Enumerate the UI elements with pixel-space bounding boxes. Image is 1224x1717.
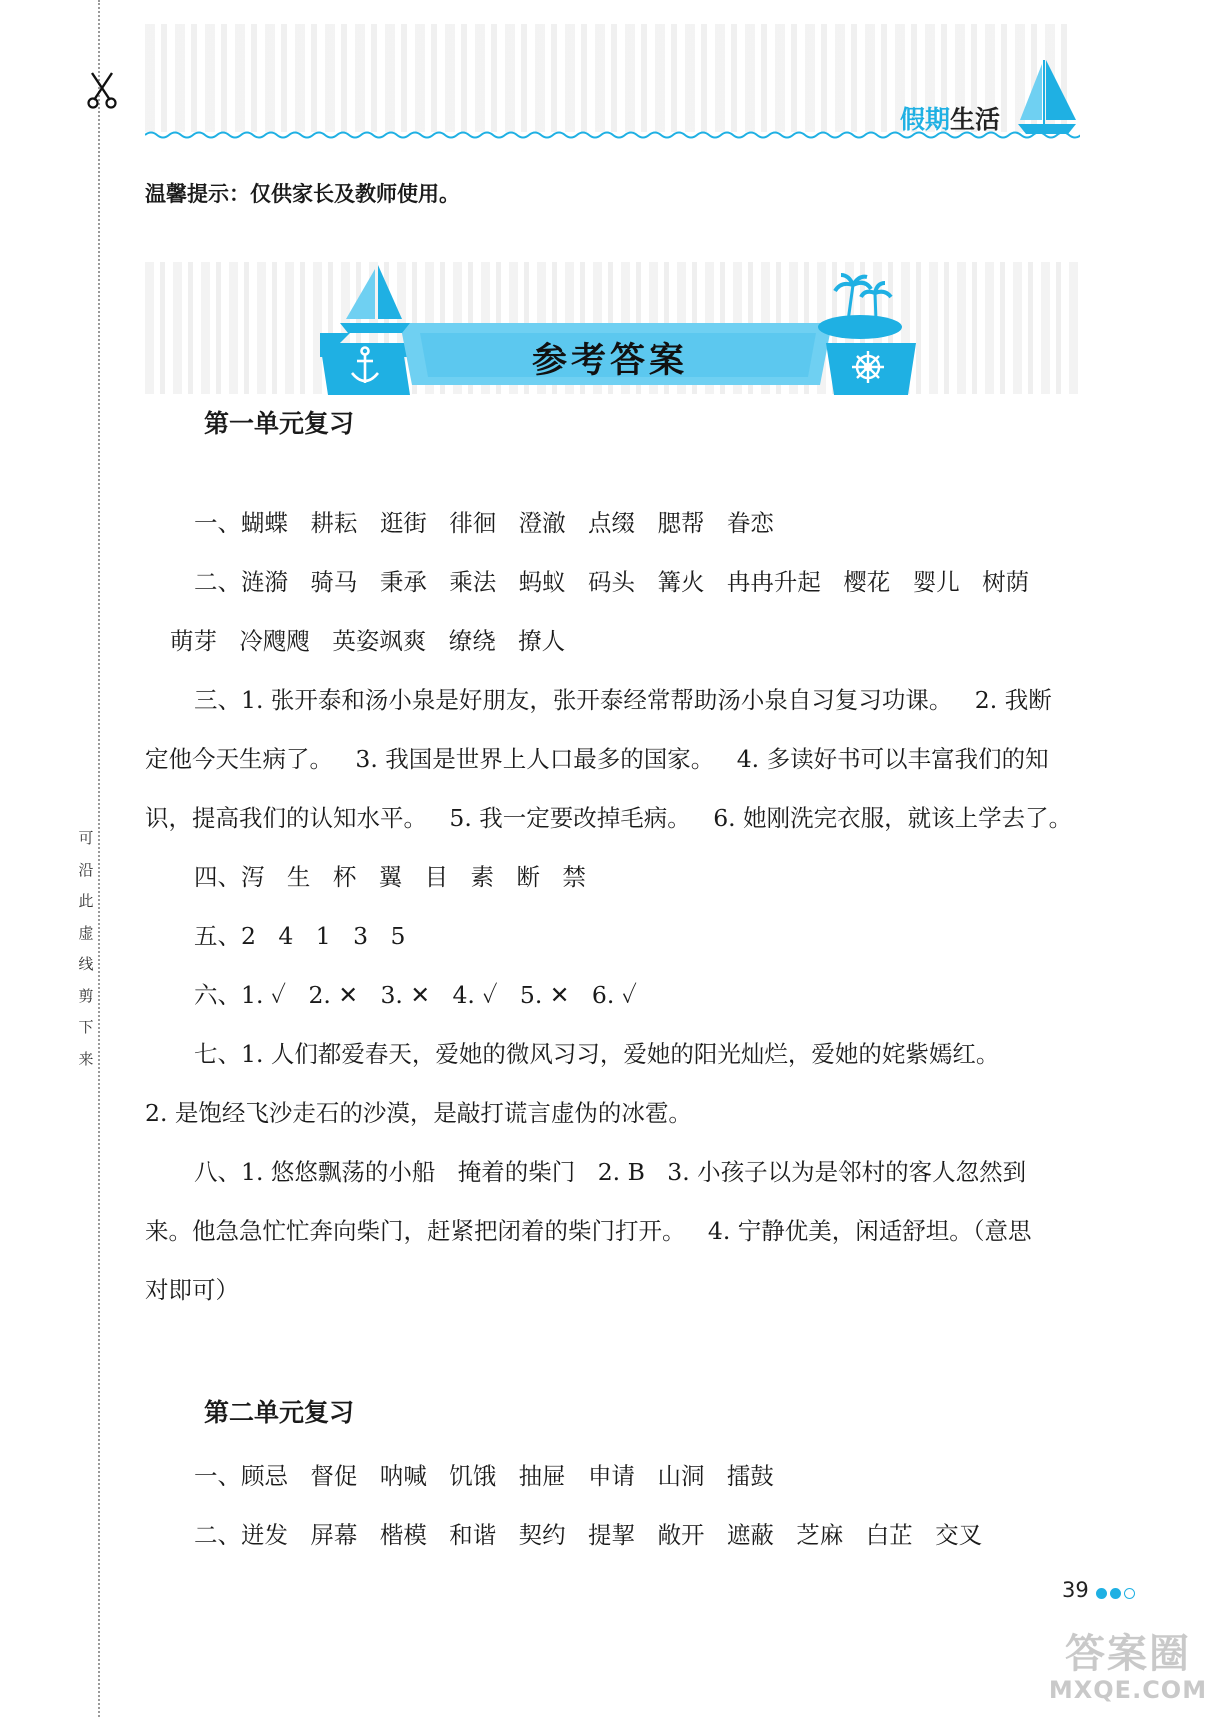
watermark: 答案圈 MXQE.COM [1048, 1631, 1208, 1704]
unit1-q2-line2: 萌芽 冷飕飕 英姿飒爽 缭绕 撩人 [170, 627, 566, 655]
dot-icon [1096, 1588, 1107, 1599]
usage-tip: 温馨提示：仅供家长及教师使用。 [145, 182, 460, 206]
dot-icon [1110, 1588, 1121, 1599]
unit1-q7-line1: 七、1. 人们都爱春天，爱她的微风习习，爱她的阳光灿烂，爱她的姹紫嫣红。 [194, 1040, 1000, 1068]
dot-icon [1124, 1588, 1135, 1599]
unit2-title: 第二单元复习 [204, 1398, 355, 1427]
unit1-q6: 六、1. ✓ 2. ✕ 3. ✕ 4. ✓ 5. ✕ 6. ✓ [194, 981, 637, 1009]
page-number: 39 [1062, 1578, 1089, 1602]
sailboat-icon [346, 269, 375, 319]
sailboat-icon [1014, 60, 1080, 136]
page-dots [1096, 1584, 1138, 1603]
unit1-q8-line2: 来。他急急忙忙奔向柴门，赶紧把闭着的柴门打开。 4. 宁静优美，闲适舒坦。（意思 [145, 1217, 1032, 1245]
unit1-q1: 一、蝴蝶 耕耘 逛街 徘徊 澄澈 点缀 腮帮 眷恋 [194, 509, 774, 537]
unit1-q3-line1: 三、1. 张开泰和汤小泉是好朋友，张开泰经常帮助汤小泉自习复习功课。 2. 我断 [194, 686, 1052, 714]
palm-island-icon [818, 275, 902, 339]
cut-line [98, 0, 100, 1717]
cut-hint: 可 沿 此 虚 线 剪 下 来 [78, 829, 94, 1068]
unit1-title: 第一单元复习 [204, 409, 355, 438]
brand-title: 假期生活 [900, 105, 1001, 134]
unit2-q1: 一、顾忌 督促 呐喊 饥饿 抽屉 申请 山洞 擂鼓 [194, 1462, 774, 1490]
unit1-q4: 四、泻 生 杯 翼 目 素 断 禁 [194, 863, 586, 891]
unit1-q8-line3: 对即可） [145, 1276, 239, 1304]
unit1-q2-line1: 二、涟漪 骑马 秉承 乘法 蚂蚁 码头 篝火 冉冉升起 樱花 婴儿 树荫 [194, 568, 1030, 596]
unit2-q2: 二、迸发 屏幕 楷模 和谐 契约 提挈 敞开 遮蔽 芝麻 白芷 交叉 [194, 1521, 983, 1549]
unit1-q3-line3: 识，提高我们的认知水平。 5. 我一定要改掉毛病。 6. 她刚洗完衣服，就该上学去了。 [145, 804, 1073, 832]
scissors-icon [85, 70, 119, 110]
banner-title: 参考答案 [531, 341, 688, 381]
unit1-q5: 五、2 4 1 3 5 [194, 922, 406, 950]
unit1-q3-line2: 定他今天生病了。 3. 我国是世界上人口最多的国家。 4. 多读好书可以丰富我们的知 [145, 745, 1049, 773]
unit1-q7-line2: 2. 是饱经飞沙走石的沙漠，是敲打谎言虚伪的冰雹。 [145, 1099, 692, 1127]
unit1-q8-line1: 八、1. 悠悠飘荡的小船 掩着的柴门 2. B 3. 小孩子以为是邻村的客人忽然到 [194, 1158, 1027, 1186]
